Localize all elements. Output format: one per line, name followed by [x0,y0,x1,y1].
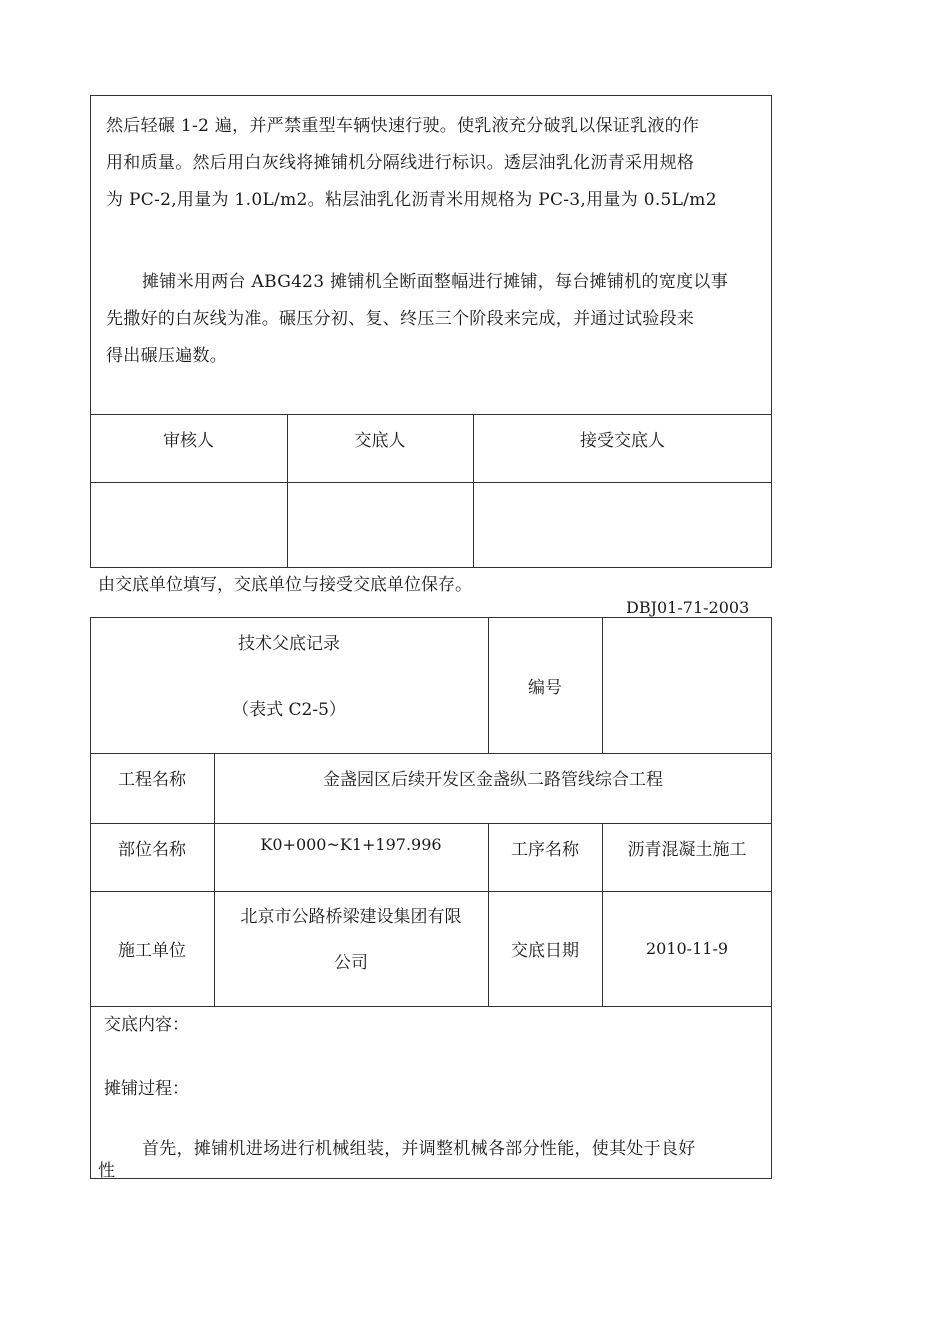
paragraph-2-line-3: 得出碾压遍数。 [106,346,228,366]
form-title: 技术父底记录 [238,633,340,654]
form-number-code: （表式 C2-5） [232,699,346,720]
content-line-2: 性 [98,1161,115,1181]
paragraph-2-line-1: 摊铺米用两台 ABG423 摊铺机全断面整幅进行摊铺，每台摊铺机的宽度以事 [142,272,729,292]
disclosure-date-value: 2010-11-9 [645,939,729,958]
paragraph-1-line-3: 为 PC-2,用量为 1.0L/m2。粘层油乳化沥青米用规格为 PC-3,用量为 0.5L/m2 [106,190,717,210]
project-name-value: 金盏园区后续开发区金盏纵二路管线综合工程 [323,769,663,790]
footer-note: 由交底单位填写，交底单位与接受交底单位保存。 [98,575,472,595]
receiver-header: 接受交底人 [580,430,665,451]
receiver-signature-field[interactable] [474,483,771,567]
construction-unit-value-line-1: 北京市公路桥梁建设集团有限 [240,906,462,927]
project-name-label: 工程名称 [118,769,186,790]
paragraph-1-line-1: 然后轻碾 1-2 遍，并严禁重型车辆快速行驶。使乳液充分破乳以保证乳液的作 [106,116,700,136]
discloser-header: 交底人 [354,430,406,451]
paragraph-1-line-2: 用和质量。然后用白灰线将摊铺机分隔线进行标识。透层油乳化沥青采用规格 [106,153,695,173]
reviewer-signature-field[interactable] [91,483,286,567]
discloser-signature-field[interactable] [288,483,472,567]
part-name-label: 部位名称 [118,839,186,860]
process-name-value: 沥青混凝土施工 [627,839,747,860]
number-label: 编号 [528,677,562,698]
reviewer-header: 审核人 [163,430,214,451]
disclosure-date-label: 交底日期 [511,941,579,961]
form-row-border-4 [90,1006,772,1007]
construction-unit-value-line-2: 公司 [334,952,368,973]
sign-row-top-border [90,414,772,415]
paragraph-2 [106,264,728,375]
doc-code: DBJ01-71-2003 [626,598,750,617]
content-line-1: 首先，摊铺机进场进行机械组装，并调整机械各部分性能，使其处于良好 [142,1139,696,1159]
part-name-value: K0+000~K1+197.996 [260,834,442,854]
process-heading: 摊铺过程： [104,1079,189,1099]
process-name-label: 工序名称 [511,839,579,860]
paragraph-2-line-2: 先撒好的白灰线为准。碾压分初、复、终压三个阶段来完成，并通过试验段来 [106,309,695,329]
paragraph-1 [106,108,717,219]
number-value-field[interactable] [602,617,772,753]
content-label: 交底内容： [104,1015,189,1035]
construction-unit-label: 施工单位 [118,941,186,961]
